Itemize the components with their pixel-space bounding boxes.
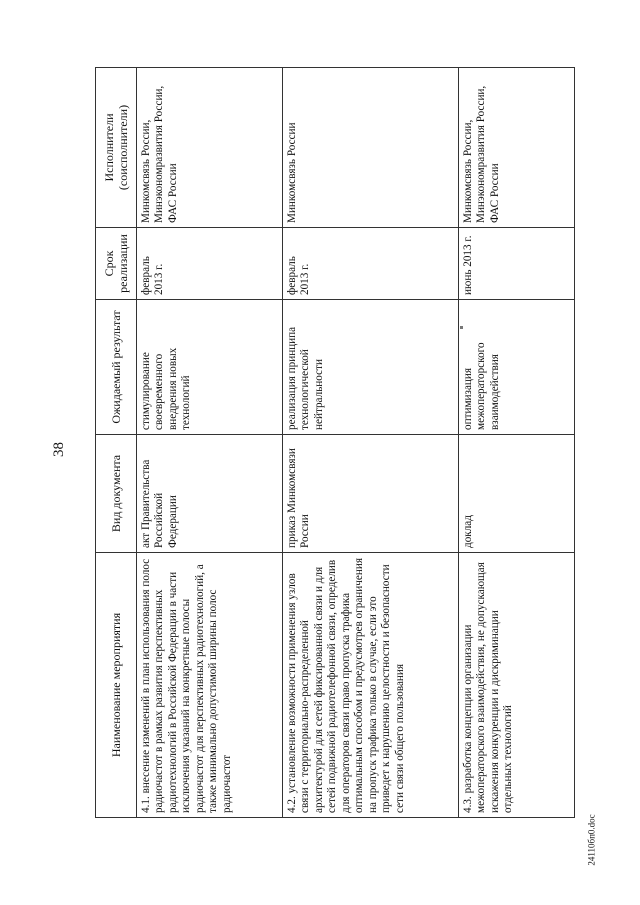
header-term: Срок реализации [96,228,137,300]
document-code-text: 24110бп0.doc [587,814,597,866]
cell-executors: Минкомсвязь России, Минэкономразвития России, ФАС России [137,68,283,228]
cell-expected-result: реализация принципа технологической нейтральности [283,300,459,435]
table-row [283,68,459,818]
header-expected-result: Ожидаемый результат [96,300,137,435]
table-row [137,68,283,818]
cell-term: февраль 2013 г. [137,228,283,300]
measures-table [95,67,575,818]
page-number [52,438,66,460]
cell-document-type: доклад [459,435,575,553]
cell-measure-name: 4.1. внесение изменений в план использования полос радиочастот в рамках развития перспективных радиотехнологий в Российской Федерации в части исключения указаний на конкретные полосы радиочастот для перспективных радиотехнологий, а также минимально допустимой ширины полос радиочастот [137,553,283,818]
cell-term: июнь 2013 г. [459,228,575,300]
cell-measure-name: 4.2. установление возможности применения узлов связи с территориально-распределенной архитектурой для сетей фиксированной связи и для сетей подвижной радиотелефонной связи, определив для операторов связи право пропуска трафика оптимальным способом и предусмотрев ограничения на пропуск трафика только в случае, если это приведет к нарушению целостности и безопасности сети связи общего пользования [283,553,459,818]
page-number-text: 38 [50,441,67,457]
document-code [586,795,598,885]
cell-document-type: приказ Минкомсвязи России [283,435,459,553]
header-executors: Исполнители (соисполнители) [96,68,137,228]
table-header-row [96,68,137,818]
cell-measure-name: 4.3. разработка концепции организации межоператорского взаимодействия, не допускающая искажения конкуренции и дискриминации отдельных технологий [459,553,575,818]
measures-table-container [95,68,575,818]
cell-term: февраль 2013 г. [283,228,459,300]
header-measure-name: Наименование мероприятия [96,553,137,818]
cell-document-type: акт Правительства Российской Федерации [137,435,283,553]
table-row [459,68,575,818]
rotated-table-frame [95,68,575,818]
cell-executors: Минкомсвязь России [283,68,459,228]
header-document-type: Вид документа [96,435,137,553]
cell-expected-result: оптимизация межоператорского взаимодействия [459,300,575,435]
scan-speck [460,326,463,329]
cell-executors: Минкомсвязь России, Минэкономразвития России, ФАС России [459,68,575,228]
cell-expected-result: стимулирование своевременного внедрения новых технологий [137,300,283,435]
